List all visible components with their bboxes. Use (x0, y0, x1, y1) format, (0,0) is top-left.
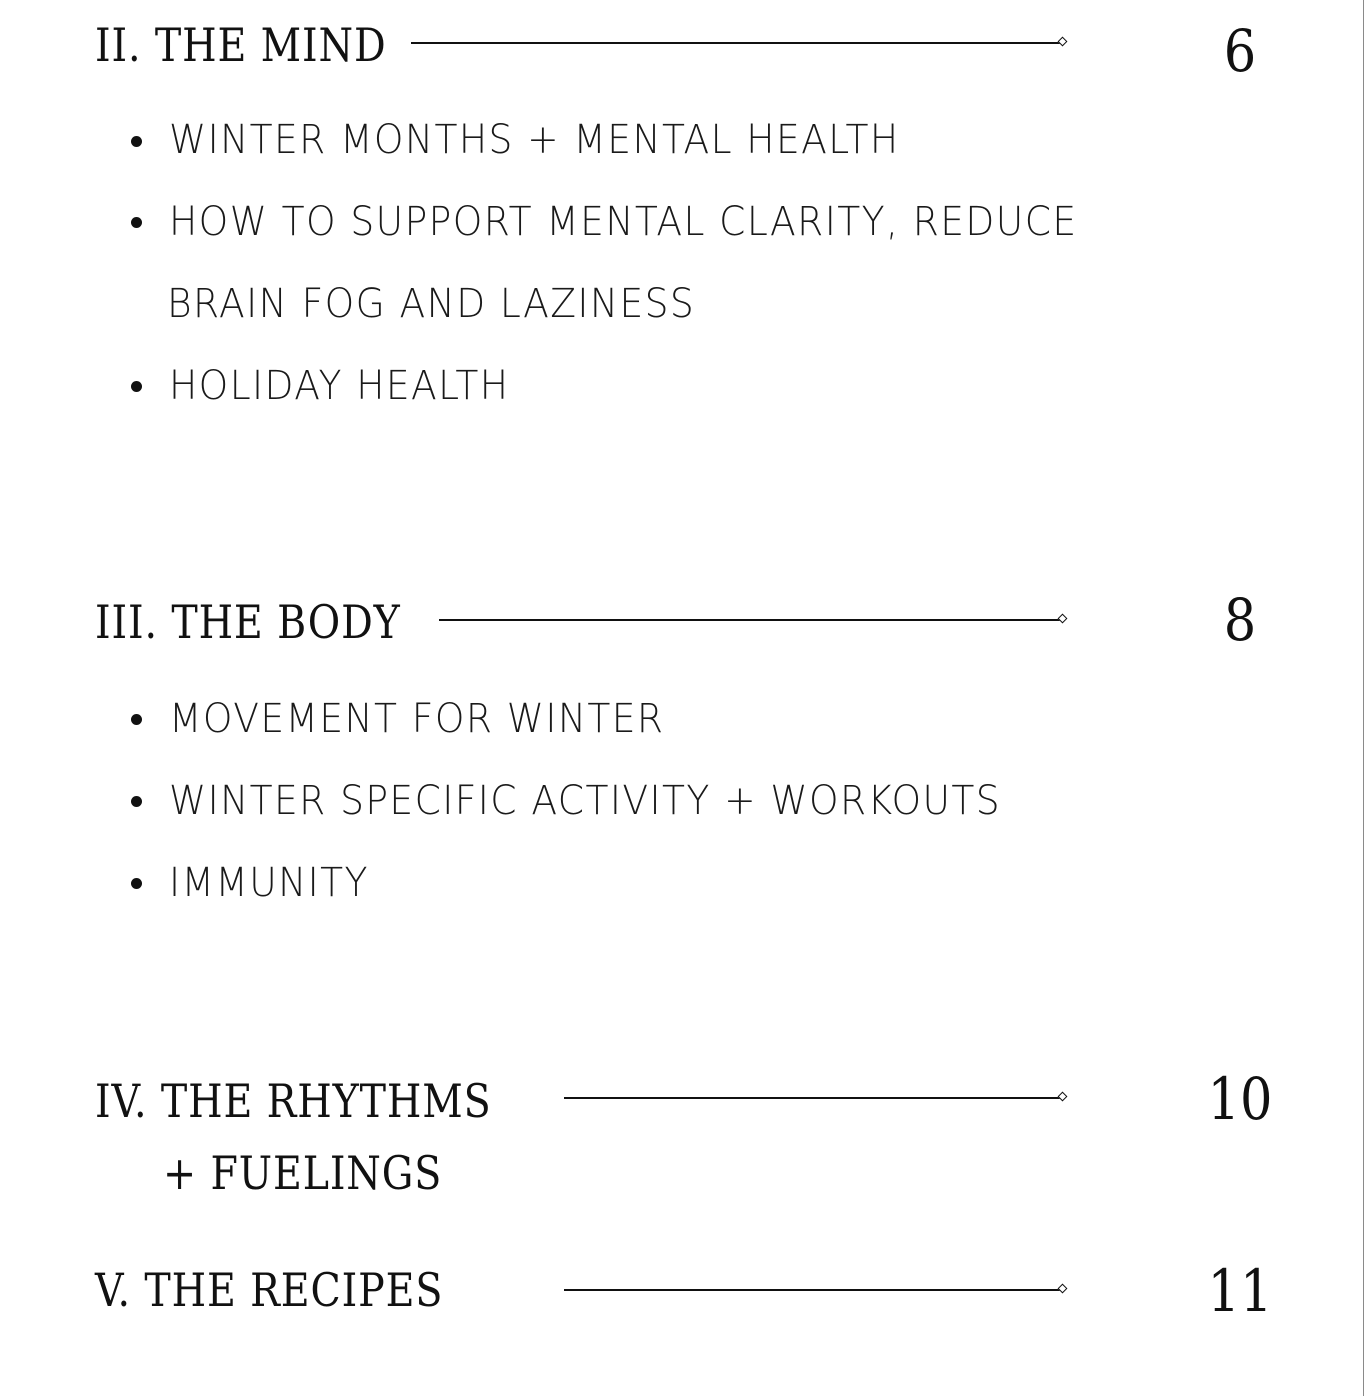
section-title-recipes[interactable]: V. THE RECIPES (95, 1263, 444, 1317)
list-item: WINTER MONTHS + MENTAL HEALTH (169, 117, 900, 163)
page-number[interactable]: 8 (1223, 586, 1257, 654)
bullet-icon (131, 381, 142, 392)
section-title-rhythms-line2[interactable]: + FUELINGS (163, 1146, 443, 1200)
page-number[interactable]: 10 (1207, 1065, 1273, 1133)
section-title-mind[interactable]: II. THE MIND (95, 18, 387, 72)
list-item: MOVEMENT FOR WINTER (169, 696, 665, 742)
list-item: WINTER SPECIFIC ACTIVITY + WORKOUTS (169, 778, 1002, 824)
leader-diamond-icon (1058, 1092, 1068, 1102)
bullet-icon (131, 714, 142, 725)
page-number[interactable]: 6 (1223, 17, 1257, 85)
leader-diamond-icon (1058, 1284, 1068, 1294)
leader-diamond-icon (1058, 614, 1068, 624)
bullet-icon (131, 878, 142, 889)
list-item: HOLIDAY HEALTH (169, 363, 510, 409)
leader-line (564, 1289, 1061, 1291)
page-edge-divider (1363, 0, 1364, 1396)
bullet-icon (131, 796, 142, 807)
page-number[interactable]: 11 (1207, 1257, 1273, 1325)
leader-line (439, 619, 1061, 621)
section-title-body[interactable]: III. THE BODY (95, 595, 401, 649)
list-item-continuation: BRAIN FOG AND LAZINESS (167, 281, 696, 327)
bullet-icon (131, 136, 142, 147)
bullet-icon (131, 217, 142, 228)
list-item: IMMUNITY (169, 860, 369, 906)
leader-diamond-icon (1058, 37, 1068, 47)
leader-line (411, 42, 1061, 44)
leader-line (564, 1097, 1061, 1099)
list-item: HOW TO SUPPORT MENTAL CLARITY, REDUCE (169, 199, 1078, 245)
section-title-rhythms[interactable]: IV. THE RHYTHMS (95, 1074, 492, 1128)
